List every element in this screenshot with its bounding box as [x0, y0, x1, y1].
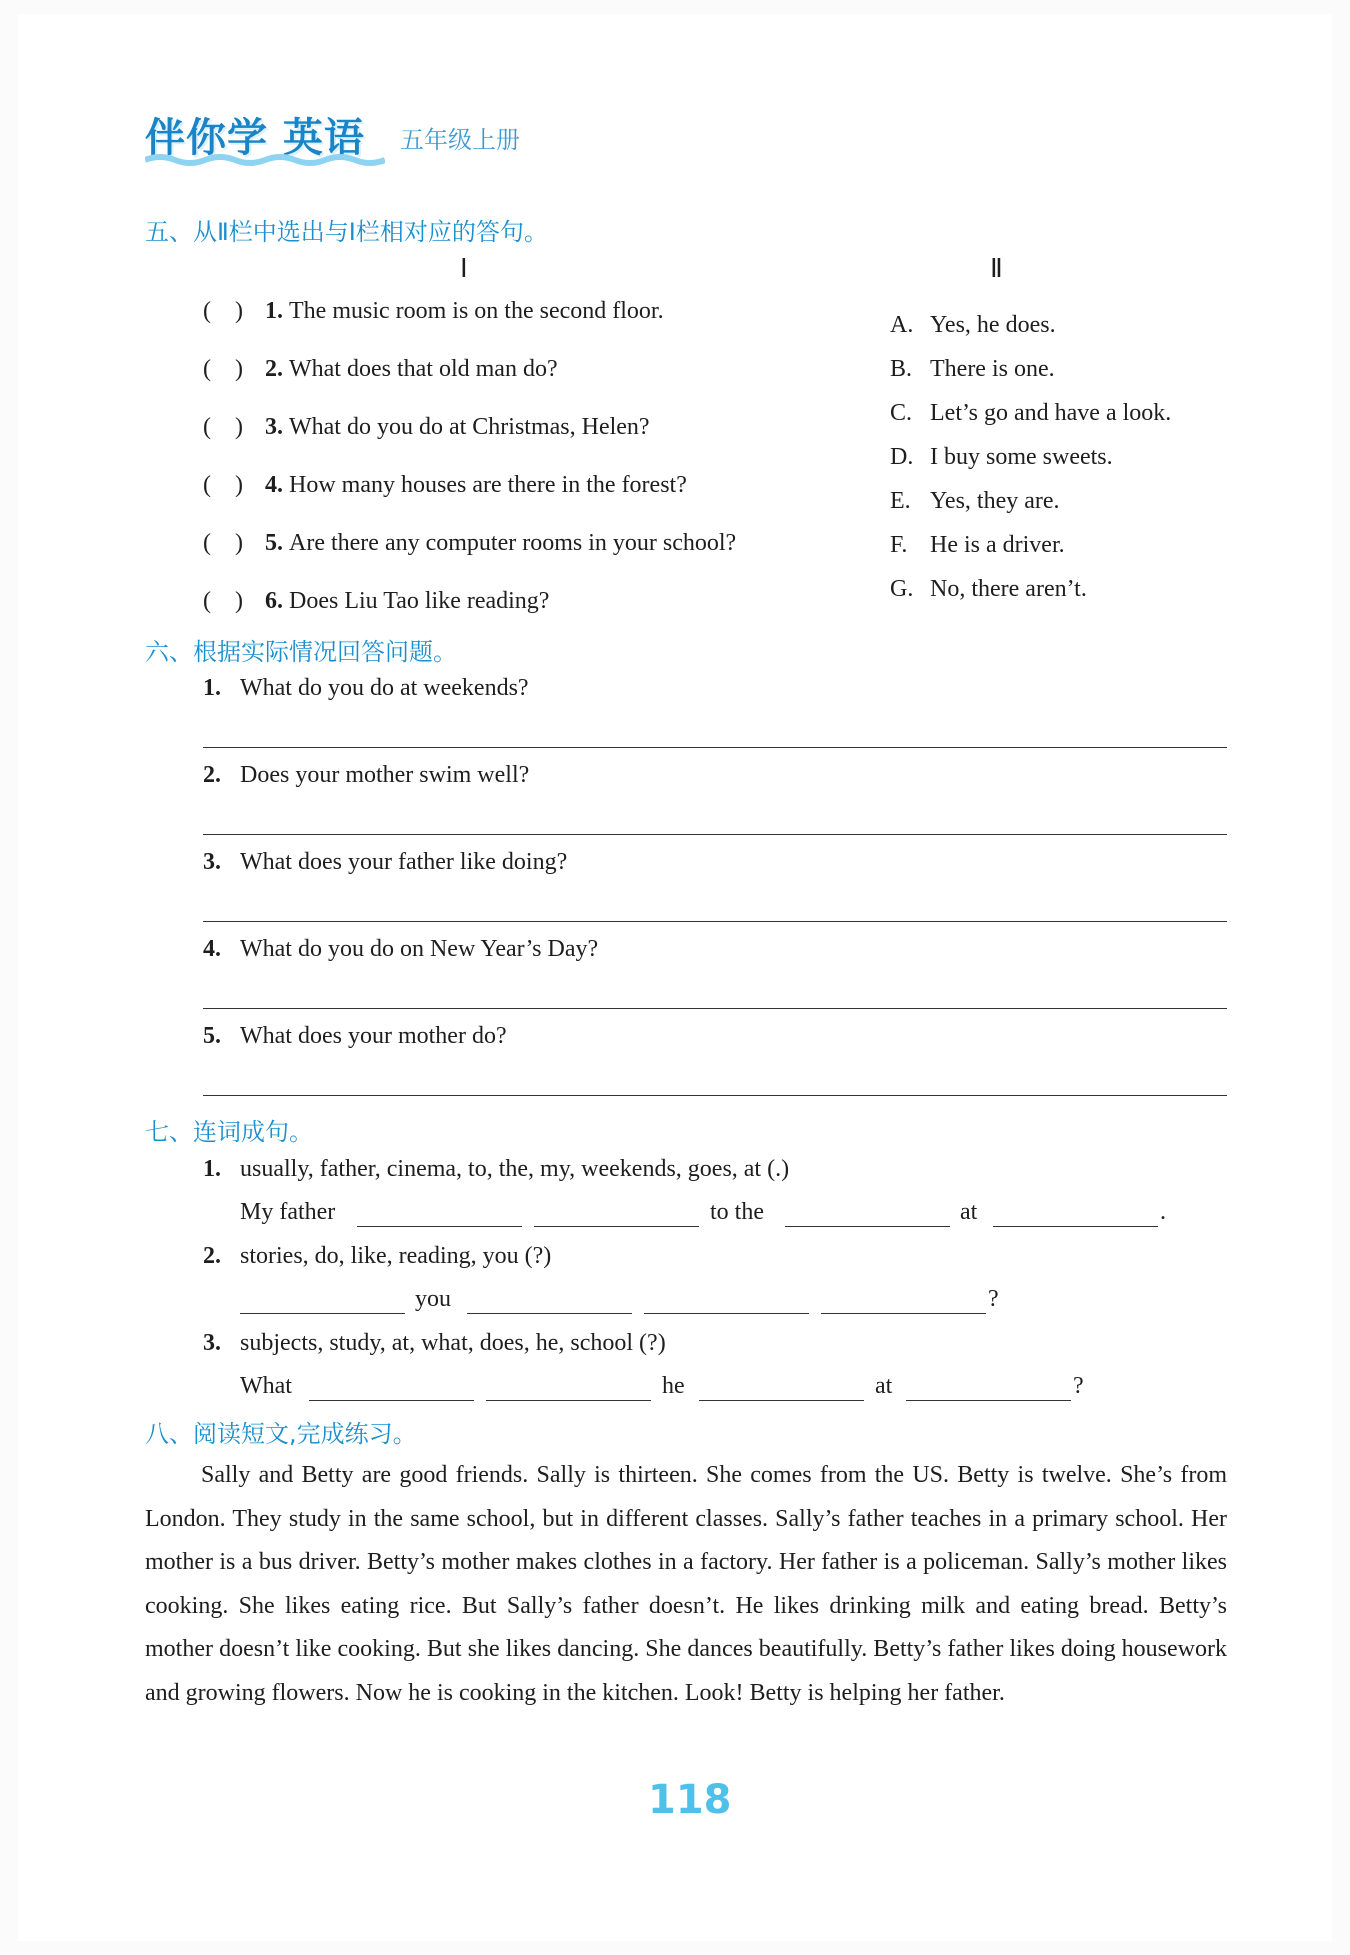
question-number: 2. [203, 762, 221, 788]
sentence-end: . [1160, 1199, 1166, 1225]
question-text: What do you do at weekends? [240, 675, 529, 701]
answer-option: C. Let’s go and have a look. [890, 400, 1172, 426]
passage-text: Sally and Betty are good friends. Sally is thirteen. She comes from the US. Betty is twelve. She’s from London. They study in the same school, but in different classes. Sally’s father teaches in a primary school. Her mother is a bus driver. Betty’s mother makes clothes in a factory. Her father is a policeman. Sally’s mother likes cooking. She likes eating rice. But Sally’s father doesn’t. He likes drinking milk and eating bread. Betty’s mother doesn’t like cooking. But she likes dancing. She dances beautifully. Betty’s father likes doing housework and growing flowers. Now he is cooking in the kitchen. Look! Betty is helping her father. [145, 1462, 1227, 1706]
sentence-end: ? [1073, 1373, 1084, 1399]
sentence-word: he [662, 1373, 685, 1399]
book-title: 伴你学 英语 [145, 115, 365, 161]
question-row [203, 760, 529, 790]
question-row [203, 847, 567, 877]
question-row [203, 673, 529, 703]
word-list: 1. usually, father, cinema, to, the, my, weekends, goes, at (.) [203, 1156, 790, 1182]
answer-line[interactable] [203, 833, 1227, 835]
word-blank[interactable] [906, 1399, 1071, 1401]
column-2-head: Ⅱ [990, 254, 1003, 283]
word-blank[interactable] [785, 1225, 950, 1227]
question-number: 4. [265, 472, 283, 498]
word-blank[interactable] [467, 1312, 632, 1314]
question-number: 1. [265, 298, 283, 324]
sentence-start: My father [240, 1199, 336, 1225]
question-number: 6. [265, 588, 283, 614]
reading-passage [145, 1454, 1227, 1716]
answer-blank[interactable]: ( ) [203, 530, 243, 556]
column-1-head: Ⅰ [460, 254, 468, 283]
word-list: 3. subjects, study, at, what, does, he, school (?) [203, 1330, 666, 1356]
answer-blank[interactable]: ( ) [203, 298, 243, 324]
question-text: Are there any computer rooms in your school? [289, 530, 737, 556]
answer-blank[interactable]: ( ) [203, 472, 243, 498]
question-row [203, 1021, 507, 1051]
word-blank[interactable] [993, 1225, 1158, 1227]
answer-option: B. There is one. [890, 356, 1055, 382]
sentence-word: at [875, 1373, 893, 1399]
word-blank[interactable] [699, 1399, 864, 1401]
word-blank[interactable] [357, 1225, 522, 1227]
question-row [203, 934, 598, 964]
word-blank[interactable] [644, 1312, 809, 1314]
wave-decoration [145, 154, 385, 166]
question-number: 3. [203, 849, 221, 875]
answer-blank[interactable]: ( ) [203, 414, 243, 440]
word-blank[interactable] [240, 1312, 405, 1314]
question-text: Does your mother swim well? [240, 762, 530, 788]
sentence-word: at [960, 1199, 978, 1225]
answer-line[interactable] [203, 1007, 1227, 1009]
answer-option: D. I buy some sweets. [890, 444, 1113, 470]
answer-blank[interactable]: ( ) [203, 588, 243, 614]
question-text: The music room is on the second floor. [289, 298, 664, 324]
word-blank[interactable] [309, 1399, 474, 1401]
sentence-word: you [415, 1286, 451, 1312]
question-number: 1. [203, 675, 221, 701]
question-text: What do you do on New Year’s Day? [240, 936, 599, 962]
question-number: 5. [265, 530, 283, 556]
question-row [203, 470, 687, 500]
sentence-end: ? [988, 1286, 999, 1312]
book-grade: 五年级上册 [400, 126, 520, 154]
question-number: 5. [203, 1023, 221, 1049]
page-number: 118 [648, 1777, 732, 1823]
question-row [203, 296, 664, 326]
section-8-title: 八、阅读短文,完成练习。 [145, 1420, 417, 1448]
sentence-start: What [240, 1373, 292, 1399]
question-text: How many houses are there in the forest? [289, 472, 687, 498]
question-text: What does your father like doing? [240, 849, 568, 875]
question-text: What does your mother do? [240, 1023, 507, 1049]
section-6-title: 六、根据实际情况回答问题。 [145, 638, 457, 666]
word-blank[interactable] [534, 1225, 699, 1227]
sentence-word: to the [710, 1199, 764, 1225]
answer-option: A. Yes, he does. [890, 312, 1056, 338]
question-row [203, 586, 549, 616]
word-blank[interactable] [486, 1399, 651, 1401]
answer-line[interactable] [203, 920, 1227, 922]
word-list: 2. stories, do, like, reading, you (?) [203, 1243, 552, 1269]
answer-option: F. He is a driver. [890, 532, 1065, 558]
question-number: 4. [203, 936, 221, 962]
question-number: 2. [265, 356, 283, 382]
answer-blank[interactable]: ( ) [203, 356, 243, 382]
answer-line[interactable] [203, 1094, 1227, 1096]
section-7-title: 七、连词成句。 [145, 1118, 313, 1146]
question-row [203, 354, 558, 384]
answer-option: G. No, there aren’t. [890, 576, 1087, 602]
answer-line[interactable] [203, 746, 1227, 748]
question-row [203, 528, 736, 558]
question-text: Does Liu Tao like reading? [289, 588, 550, 614]
answer-option: E. Yes, they are. [890, 488, 1060, 514]
word-blank[interactable] [821, 1312, 986, 1314]
question-text: What do you do at Christmas, Helen? [289, 414, 650, 440]
question-row [203, 412, 650, 442]
question-number: 3. [265, 414, 283, 440]
section-5-title: 五、从Ⅱ栏中选出与Ⅰ栏相对应的答句。 [145, 218, 548, 246]
question-text: What does that old man do? [289, 356, 558, 382]
